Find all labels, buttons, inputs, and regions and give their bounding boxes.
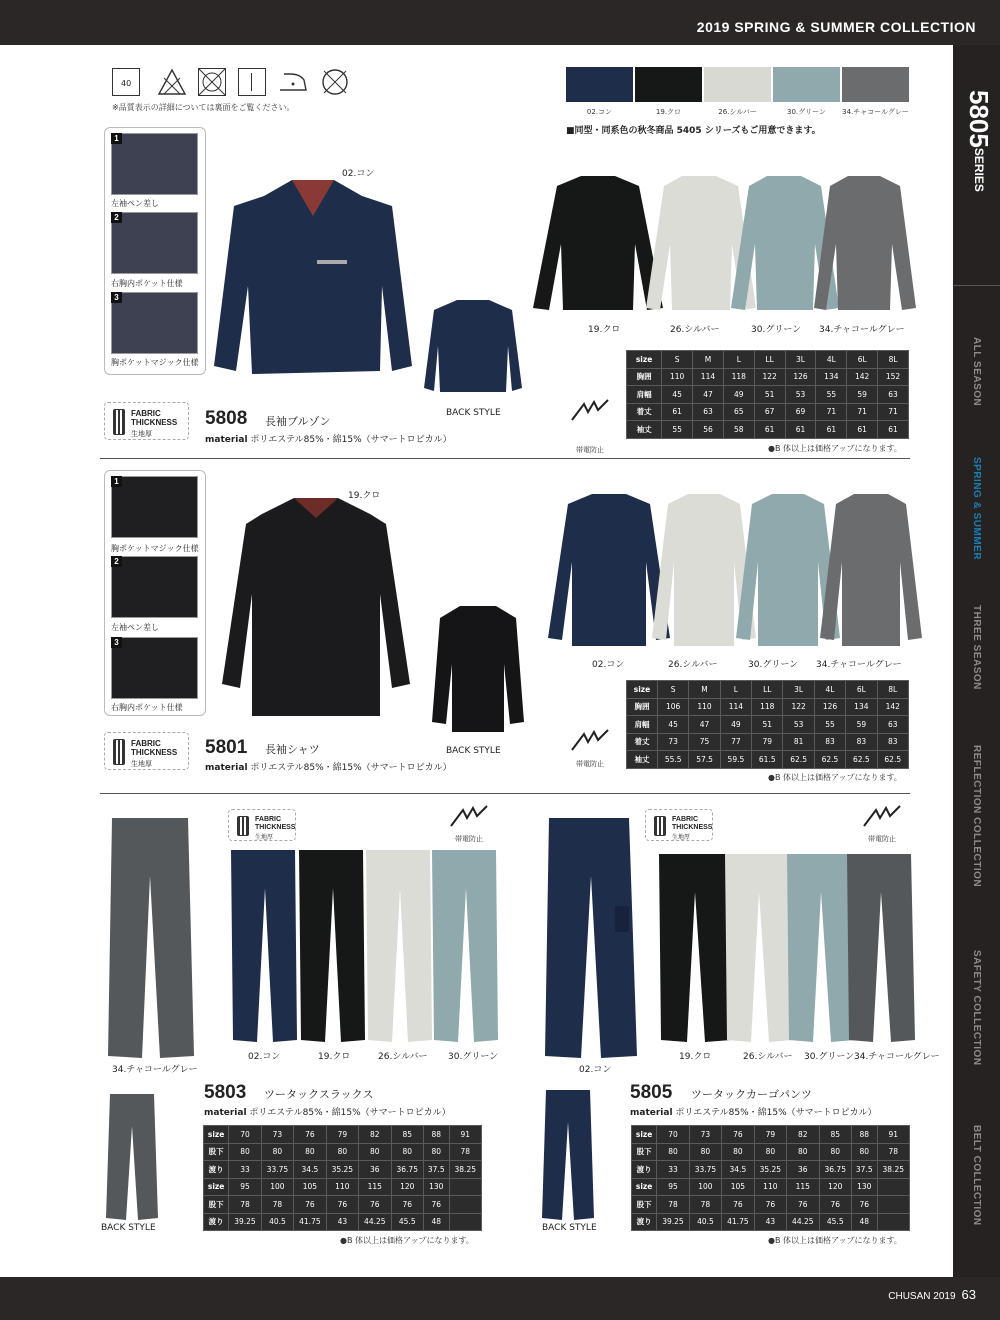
fabric-thickness-icon xyxy=(237,816,249,836)
material-line: material ポリエステル85%・綿15%（サマートロピカル） xyxy=(630,1108,877,1118)
material-line: material ポリエステル85%・綿15%（サマートロピカル） xyxy=(205,435,452,445)
detail-label: 胸ポケットマジック仕様 xyxy=(111,544,199,553)
detail-number: 2 xyxy=(111,556,122,567)
main-color-label: 19.クロ xyxy=(348,491,381,501)
detail-photo xyxy=(111,476,198,538)
main-color-label: 02.コン xyxy=(342,169,375,179)
slacks-5803-back[interactable] xyxy=(104,1092,160,1222)
page-footer xyxy=(888,1287,976,1302)
color-label: 02.コン xyxy=(586,108,613,116)
fabric-thickness-badge: FABRIC THICKNESS 生地厚 xyxy=(228,809,296,841)
price-note: ●B 体以上は価格アップになります。 xyxy=(768,444,902,453)
variant-label: 26.シルバー xyxy=(670,325,720,335)
section-divider xyxy=(100,458,910,459)
variant-label: 30.グリーン xyxy=(804,1052,855,1062)
no-bleach-triangle-icon xyxy=(158,68,186,96)
variant-label: 26.シルバー xyxy=(743,1052,793,1062)
sidebar-divider xyxy=(953,285,1000,286)
antistatic-logo-icon xyxy=(447,804,491,830)
price-note: ●B 体以上は価格アップになります。 xyxy=(768,773,902,782)
product-number: 5803 xyxy=(204,1082,247,1103)
detail-label: 右胸内ポケット仕様 xyxy=(111,279,183,288)
slacks-variant-silver[interactable] xyxy=(364,848,434,1044)
product-number: 5808 xyxy=(205,408,248,429)
color-swatch-silver xyxy=(704,67,771,102)
back-style-label: BACK STYLE xyxy=(542,1223,597,1233)
main-color-label: 34.チャコールグレー xyxy=(112,1065,198,1075)
shirt-5801-back[interactable] xyxy=(430,604,526,734)
slacks-variant-navy[interactable] xyxy=(229,848,299,1044)
detail-photo xyxy=(111,556,198,618)
back-style-label: BACK STYLE xyxy=(101,1223,156,1233)
variant-label: 19.クロ xyxy=(679,1052,712,1062)
size-table-5808: size S M L LL 3L 4L 6L 8L 胸囲 110 114 118 122 126 134 142 152 肩幅 45 47 49 51 53 55 59 63 着丈 61 63 65 67 69 71 71 71 袖丈 55 56 58 61 61 61 61 61 xyxy=(626,350,909,439)
jacket-5808-front[interactable] xyxy=(212,176,414,382)
collection-title: 2019 SPRING & SUMMER COLLECTION xyxy=(696,19,976,35)
fabric-thickness-badge: FABRIC THICKNESS 生地厚 xyxy=(104,732,189,770)
sidebar-item-reflection[interactable]: REFLECTION COLLECTION xyxy=(971,745,982,888)
no-tumble-dry-icon xyxy=(198,68,226,96)
detail-label: 左袖ペン差し xyxy=(111,623,159,632)
cargo-variant-black[interactable] xyxy=(657,852,733,1044)
color-swatch-navy xyxy=(566,67,633,102)
variant-label: 34.チャコールグレー xyxy=(816,660,902,670)
product-name: ツータックカーゴパンツ xyxy=(691,1088,812,1101)
detail-label: 右胸内ポケット仕様 xyxy=(111,703,183,712)
fabric-thickness-badge: FABRIC THICKNESS 生地厚 xyxy=(104,402,189,440)
variant-label: 34.チャコールグレー xyxy=(819,325,905,335)
wash-tub-icon: 40 xyxy=(112,68,140,96)
detail-number: 3 xyxy=(111,637,122,648)
material-line: material ポリエステル85%・綿15%（サマートロピカル） xyxy=(204,1108,451,1118)
fabric-thickness-icon xyxy=(654,816,666,836)
detail-label: 胸ポケットマジック仕様 xyxy=(111,358,199,367)
detail-photo xyxy=(111,292,198,354)
product-name: 長袖シャツ xyxy=(265,743,320,756)
variant-label: 30.グリーン xyxy=(751,325,802,335)
shirt-5801-front[interactable] xyxy=(220,494,412,718)
main-color-label: 02.コン xyxy=(579,1065,612,1075)
size-table-5801: size S M L LL 3L 4L 6L 8L 胸囲 106 110 114 118 122 126 134 142 肩幅 45 47 49 51 53 55 59 63 着丈 73 75 77 79 81 83 83 83 袖丈 55.5 57.5 59.5 61.5 62.5 62.5 62.5 62.5 xyxy=(626,680,909,769)
detail-number: 1 xyxy=(111,133,122,144)
care-note: ※品質表示の詳細については裏面をご覧ください。 xyxy=(112,103,295,112)
variant-label: 02.コン xyxy=(592,660,625,670)
color-label: 26.シルバー xyxy=(718,108,757,116)
material-line: material ポリエステル85%・綿15%（サマートロピカル） xyxy=(205,763,452,773)
variant-label: 30.グリーン xyxy=(748,660,799,670)
series-word: SERIES xyxy=(972,147,986,192)
fabric-thickness-icon xyxy=(113,409,125,435)
sidebar-item-belt[interactable]: BELT COLLECTION xyxy=(971,1125,982,1226)
section-divider xyxy=(100,793,910,794)
cargo-5805-front[interactable] xyxy=(541,816,639,1060)
jacket-variant-charcoal[interactable] xyxy=(812,174,918,316)
variant-label: 26.シルバー xyxy=(668,660,718,670)
jacket-5808-back[interactable] xyxy=(422,296,524,400)
antistatic-label: 帯電防止 xyxy=(455,835,483,843)
price-note: ●B 体以上は価格アップになります。 xyxy=(768,1236,902,1245)
antistatic-label: 帯電防止 xyxy=(868,835,896,843)
antistatic-logo-icon xyxy=(568,728,612,754)
product-name: ツータックスラックス xyxy=(264,1088,374,1101)
top-banner xyxy=(0,0,1000,45)
detail-number: 2 xyxy=(111,212,122,223)
antistatic-logo-icon xyxy=(568,398,612,424)
antistatic-label: 帯電防止 xyxy=(576,760,604,768)
color-label: 34.チャコールグレー xyxy=(842,108,909,116)
fabric-thickness-icon xyxy=(113,739,125,765)
color-swatch-green xyxy=(773,67,840,102)
slacks-variant-green[interactable] xyxy=(430,848,500,1044)
detail-photo xyxy=(111,133,198,195)
fabric-thickness-badge: FABRIC THICKNESS 生地厚 xyxy=(645,809,713,841)
shirt-variant-charcoal[interactable] xyxy=(818,492,924,648)
color-swatch-black xyxy=(635,67,702,102)
variant-label: 30.グリーン xyxy=(448,1052,499,1062)
sidebar-item-spring-summer[interactable]: SPRING & SUMMER xyxy=(971,457,982,561)
sidebar-item-all-season[interactable]: ALL SEASON xyxy=(971,337,982,407)
detail-number: 1 xyxy=(111,476,122,487)
cargo-5805-back[interactable] xyxy=(540,1088,596,1222)
bottom-banner xyxy=(0,1277,1000,1320)
sidebar-item-three-season[interactable]: THREE SEASON xyxy=(971,605,982,690)
sidebar-item-safety[interactable]: SAFETY COLLECTION xyxy=(971,950,982,1066)
variant-label: 02.コン xyxy=(248,1052,281,1062)
detail-photo xyxy=(111,212,198,274)
slacks-variant-black[interactable] xyxy=(297,848,367,1044)
cargo-variant-charcoal[interactable] xyxy=(845,852,917,1044)
iron-icon xyxy=(276,68,310,96)
line-dry-icon xyxy=(238,68,266,96)
size-table-5803: size 70 73 76 79 82 85 88 91 股下 80 80 80 80 80 80 80 78 渡り 33 33.75 34.5 35.25 36 36.75 37.5 38.25 size 95 100 105 110 115 120 130 股下 78 78 76 76 76 76 76 渡り 39.25 40.5 41.75 43 44.25 45.5 48 xyxy=(203,1125,482,1231)
price-note: ●B 体以上は価格アップになります。 xyxy=(340,1236,474,1245)
size-table-5805: size 70 73 76 79 82 85 88 91 股下 80 80 80 80 80 80 80 78 渡り 33 33.75 34.5 35.25 36 36.75 37.5 38.25 size 95 100 105 110 115 120 130 股下 78 78 76 76 76 76 76 渡り 39.25 40.5 41.75 43 44.25 45.5 48 xyxy=(631,1125,910,1231)
slacks-5803-front[interactable] xyxy=(104,816,196,1060)
antistatic-logo-icon xyxy=(860,804,904,830)
color-label: 30.グリーン xyxy=(787,108,826,116)
variant-label: 19.クロ xyxy=(318,1052,351,1062)
back-style-label: BACK STYLE xyxy=(446,408,501,418)
series-title xyxy=(963,90,994,192)
sidebar xyxy=(953,45,1000,1277)
variant-label: 26.シルバー xyxy=(378,1052,428,1062)
page-number: 63 xyxy=(961,1287,976,1302)
product-number: 5801 xyxy=(205,737,248,758)
product-number: 5805 xyxy=(630,1082,673,1103)
brand-year: CHUSAN 2019 xyxy=(888,1291,956,1302)
color-swatch-charcoal xyxy=(842,67,909,102)
product-name: 長袖ブルゾン xyxy=(265,415,331,428)
color-label: 19.クロ xyxy=(655,108,682,116)
detail-label: 左袖ペン差し xyxy=(111,199,159,208)
series-number: 5805 xyxy=(964,90,994,148)
detail-photo xyxy=(111,637,198,699)
back-style-label: BACK STYLE xyxy=(446,746,501,756)
antistatic-label: 帯電防止 xyxy=(576,446,604,454)
autumn-series-note: ■同型・同系色の秋冬商品 5405 シリーズもご用意できます。 xyxy=(566,126,821,136)
no-dryclean-icon xyxy=(320,68,350,96)
variant-label: 19.クロ xyxy=(588,325,621,335)
detail-number: 3 xyxy=(111,292,122,303)
variant-label: 34.チャコールグレー xyxy=(854,1052,940,1062)
